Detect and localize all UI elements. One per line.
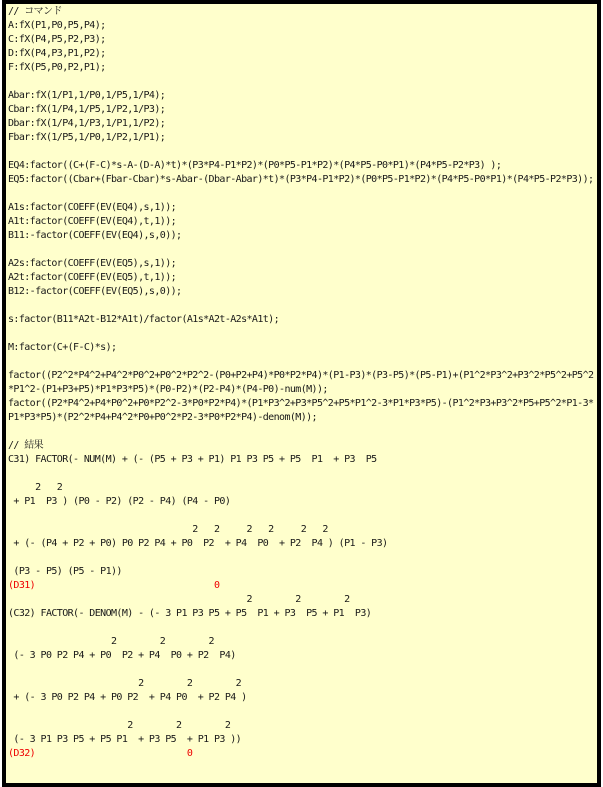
code-line: 2 2 2 2 2 2 [8, 524, 328, 535]
code-line: 2 2 2 [8, 636, 214, 647]
code-line [8, 355, 597, 369]
code-line: A:fX(P1,P0,P5,P4); [8, 20, 106, 31]
code-line: Cbar:fX(1/P4,1/P5,1/P2,1/P3); [8, 104, 166, 115]
code-line [8, 327, 597, 341]
code-line: factor((P2*P4^2+P4*P0^2+P0*P2^2-3*P0*P2*P4)*(P1*P3^2+P3*P5^2+P5*P1^2-3*P1*P3*P5)-(P1^2*P3+P3^2*P5+P5^2*P1-3* [8, 398, 594, 409]
code-line: C31) FACTOR(- NUM(M) + (- (P5 + P3 + P1) P1 P3 P5 + P5 P1 + P3 P5 [8, 454, 377, 465]
code-line [8, 705, 597, 719]
code-line: B12:-factor(COEFF(EV(EQ5),s,0)); [8, 286, 182, 297]
code-line: // 結果 [8, 440, 44, 451]
code-line: + (- (P4 + P2 + P0) P0 P2 P4 + P0 P2 + P4 P0 + P2 P4 ) (P1 - P3) [8, 538, 388, 549]
code-line: A1t:factor(COEFF(EV(EQ4),t,1)); [8, 216, 177, 227]
code-line: (P3 - P5) (P5 - P1)) [8, 566, 122, 577]
code-line: P1*P3*P5)*(P2^2*P4+P4^2*P0+P0^2*P2-3*P0*P2*P4)-denom(M)); [8, 412, 317, 423]
code-line: Dbar:fX(1/P4,1/P3,1/P1,1/P2); [8, 118, 166, 129]
code-area[interactable] [8, 5, 597, 761]
code-line [8, 551, 597, 565]
code-line: A2t:factor(COEFF(EV(EQ5),t,1)); [8, 272, 177, 283]
code-line: D:fX(P4,P3,P1,P2); [8, 48, 106, 59]
code-line: 2 2 [8, 482, 63, 493]
code-line: Abar:fX(1/P1,1/P0,1/P5,1/P4); [8, 90, 166, 101]
code-line: (C32) FACTOR(- DENOM(M) - (- 3 P1 P3 P5 + P5 P1 + P3 P5 + P1 P3) [8, 608, 372, 619]
result-output-line: (D31) 0 [8, 580, 220, 591]
code-line: s:factor(B11*A2t-B12*A1t)/factor(A1s*A2t-A2s*A1t); [8, 314, 280, 325]
code-line: 2 2 2 [8, 720, 231, 731]
code-line: C:fX(P4,P5,P2,P3); [8, 34, 106, 45]
code-line: B11:-factor(COEFF(EV(EQ4),s,0)); [8, 230, 182, 241]
code-line [8, 467, 597, 481]
code-line [8, 621, 597, 635]
code-line [8, 663, 597, 677]
code-line: EQ5:factor((Cbar+(Fbar-Cbar)*s-Abar-(Dbar-Abar)*t)*(P3*P4-P1*P2)*(P0*P5-P1*P2)*(P4*P5-P0*P1)*(P4*P5-P2*P3)); [8, 174, 594, 185]
code-line: A1s:factor(COEFF(EV(EQ4),s,1)); [8, 202, 177, 213]
code-line [8, 145, 597, 159]
editor-window [2, 0, 601, 787]
code-line: 2 2 2 [8, 678, 242, 689]
result-output-line: (D32) 0 [8, 748, 193, 759]
code-line: 2 2 2 [8, 594, 350, 605]
code-line: A2s:factor(COEFF(EV(EQ5),s,1)); [8, 258, 177, 269]
code-line: factor((P2^2*P4^2+P4^2*P0^2+P0^2*P2^2-(P0+P2+P4)*P0*P2*P4)*(P1-P3)*(P3-P5)*(P5-P1)+(P1^2*P3^2+P3^2*P5^2+P5^2 [8, 370, 594, 381]
code-line: M:factor(C+(F-C)*s); [8, 342, 117, 353]
code-line: // コマンド [8, 6, 62, 17]
code-line: (- 3 P1 P3 P5 + P5 P1 + P3 P5 + P1 P3 )) [8, 734, 242, 745]
code-line [8, 509, 597, 523]
code-line [8, 425, 597, 439]
code-line [8, 243, 597, 257]
code-line: (- 3 P0 P2 P4 + P0 P2 + P4 P0 + P2 P4) [8, 650, 236, 661]
code-line [8, 299, 597, 313]
code-line: + (- 3 P0 P2 P4 + P0 P2 + P4 P0 + P2 P4 ) [8, 692, 247, 703]
code-line: + P1 P3 ) (P0 - P2) (P2 - P4) (P4 - P0) [8, 496, 231, 507]
code-line: EQ4:factor((C+(F-C)*s-A-(D-A)*t)*(P3*P4-P1*P2)*(P0*P5-P1*P2)*(P4*P5-P0*P1)*(P4*P5-P2*P3) ); [8, 160, 502, 171]
code-line [8, 187, 597, 201]
code-line: *P1^2-(P1+P3+P5)*P1*P3*P5)*(P0-P2)*(P2-P4)*(P4-P0)-num(M)); [8, 384, 328, 395]
code-line [8, 75, 597, 89]
code-line: F:fX(P5,P0,P2,P1); [8, 62, 106, 73]
code-line: Fbar:fX(1/P5,1/P0,1/P2,1/P1); [8, 132, 166, 143]
